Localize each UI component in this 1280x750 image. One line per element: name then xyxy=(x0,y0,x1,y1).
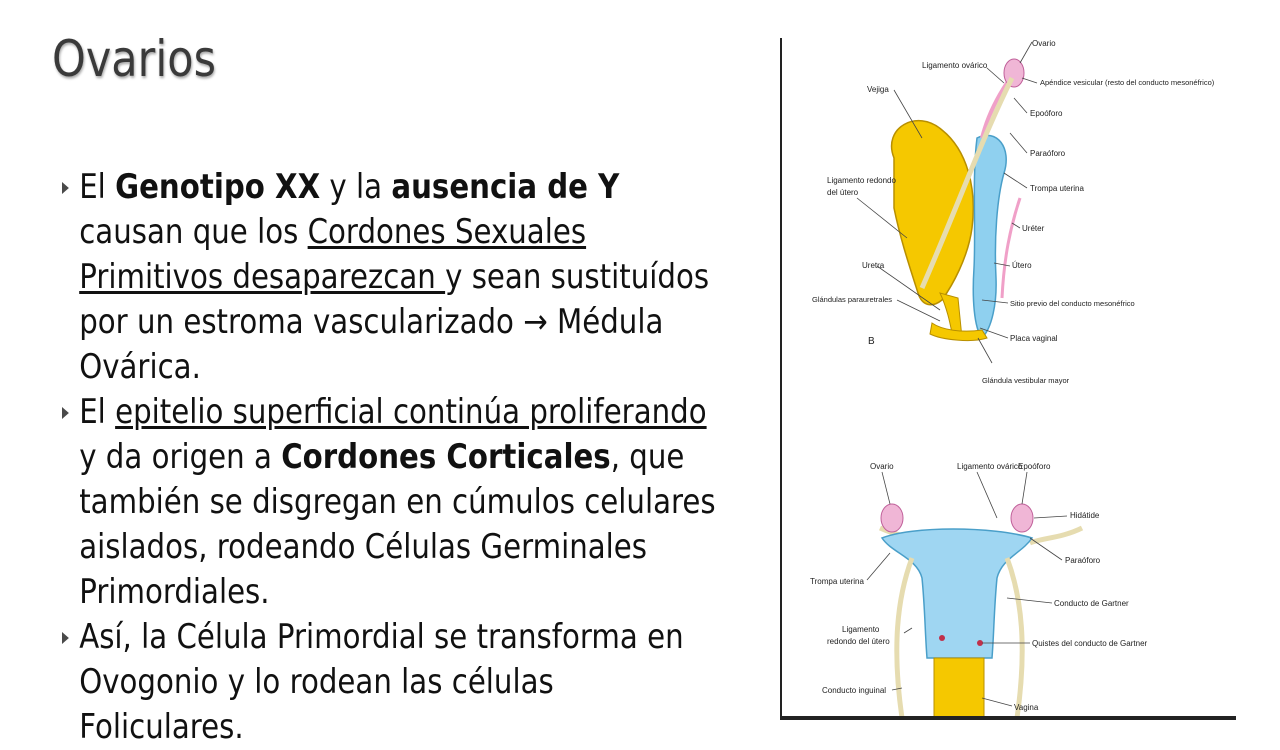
gartner-cyst xyxy=(939,635,945,641)
bold-text: Cordones Corticales xyxy=(281,437,611,477)
bullet-item xyxy=(62,390,716,615)
bullet-arrow-icon xyxy=(62,407,69,419)
label-ligamento-ovarico-bottom: Ligamento ovárico xyxy=(957,462,1023,471)
label-uretra: Uretra xyxy=(862,261,885,270)
bullet-text xyxy=(79,392,715,612)
label-lig-redondo-bottom-2: redondo del útero xyxy=(827,637,890,646)
label-apendice: Apéndice vesicular (resto del conducto mesonéfrico) xyxy=(1040,78,1215,87)
label-epooforo-bottom: Epoóforo xyxy=(1018,462,1051,471)
text-run: y la xyxy=(320,167,392,207)
label-gartner: Conducto de Gartner xyxy=(1054,599,1129,608)
bullet-text xyxy=(79,167,709,387)
label-ovario-top: Ovario xyxy=(1032,39,1056,48)
label-trompa-top: Trompa uterina xyxy=(1030,184,1084,193)
label-letter-b: B xyxy=(868,336,875,347)
text-run: y da origen a xyxy=(79,437,282,477)
uterus-shape xyxy=(973,135,1006,338)
label-epooforo-top: Epoóforo xyxy=(1030,109,1063,118)
label-hidatide: Hidátide xyxy=(1070,511,1100,520)
label-lig-redondo-2: del útero xyxy=(827,188,859,197)
figure-border xyxy=(780,716,1236,720)
label-paraooforo-top: Paraóforo xyxy=(1030,149,1066,158)
label-paraooforo-bottom: Paraóforo xyxy=(1065,556,1101,565)
anatomy-figure xyxy=(780,38,1238,718)
label-inguinal: Conducto inguinal xyxy=(822,686,887,695)
bold-text: Genotipo XX xyxy=(115,167,321,207)
diagram-top xyxy=(812,39,1215,385)
label-glandula: Glándula vestibular mayor xyxy=(982,376,1070,385)
underlined-text: epitelio superficial continúa proliferando xyxy=(115,392,707,432)
bullet-item xyxy=(62,165,716,390)
right-round-ligament xyxy=(1007,558,1022,718)
label-sitio: Sitio previo del conducto mesonéfrico xyxy=(1010,299,1135,308)
text-run: Así, la Célula Primordial se transforma en Ovogonio y lo rodean las células Foliculares. xyxy=(79,617,684,747)
label-quistes: Quistes del conducto de Gartner xyxy=(1032,639,1148,648)
text-run: El xyxy=(79,392,116,432)
bladder-shape xyxy=(892,121,974,305)
vagina-shape xyxy=(934,658,984,718)
diagram-bottom xyxy=(810,462,1148,718)
bullet-arrow-icon xyxy=(62,182,69,194)
slide-title: Ovarios xyxy=(52,30,216,88)
label-glandulas: Glándulas parauretrales xyxy=(812,295,893,304)
label-utero: Útero xyxy=(1012,261,1032,270)
text-run: , que también se disgregan en cúmulos celulares aislados, rodeando Células Germinales Primordiales. xyxy=(79,437,716,612)
text-run: El xyxy=(79,167,116,207)
right-tube xyxy=(1030,528,1082,543)
bullet-item xyxy=(62,615,716,750)
label-vejiga: Vejiga xyxy=(867,85,889,94)
label-lig-redondo-bottom-1: Ligamento xyxy=(842,625,880,634)
left-ovary xyxy=(881,504,903,532)
label-lig-redondo-1: Ligamento redondo xyxy=(827,176,896,185)
text-run: causan que los xyxy=(79,212,308,252)
text-run: y sean sustituídos por un estroma vascularizado → Médula Ovárica. xyxy=(79,257,710,387)
anatomy-diagram xyxy=(782,38,1238,718)
bullet-arrow-icon xyxy=(62,632,69,644)
label-vagina: Vagina xyxy=(1014,703,1039,712)
ureter-shape xyxy=(1002,198,1020,298)
left-round-ligament xyxy=(897,558,912,718)
label-ovario-bottom: Ovario xyxy=(870,462,894,471)
right-ovary xyxy=(1011,504,1033,532)
label-ureter: Uréter xyxy=(1022,224,1045,233)
label-placa: Placa vaginal xyxy=(1010,334,1058,343)
bold-text: ausencia de Y xyxy=(391,167,620,207)
bullet-list xyxy=(62,165,822,750)
underlined-text: Cordones Sexuales Primitivos desaparezcan xyxy=(79,212,587,297)
label-ligamento-ovarico-top: Ligamento ovárico xyxy=(922,61,988,70)
label-trompa-bottom: Trompa uterina xyxy=(810,577,864,586)
bullet-text xyxy=(79,617,683,747)
